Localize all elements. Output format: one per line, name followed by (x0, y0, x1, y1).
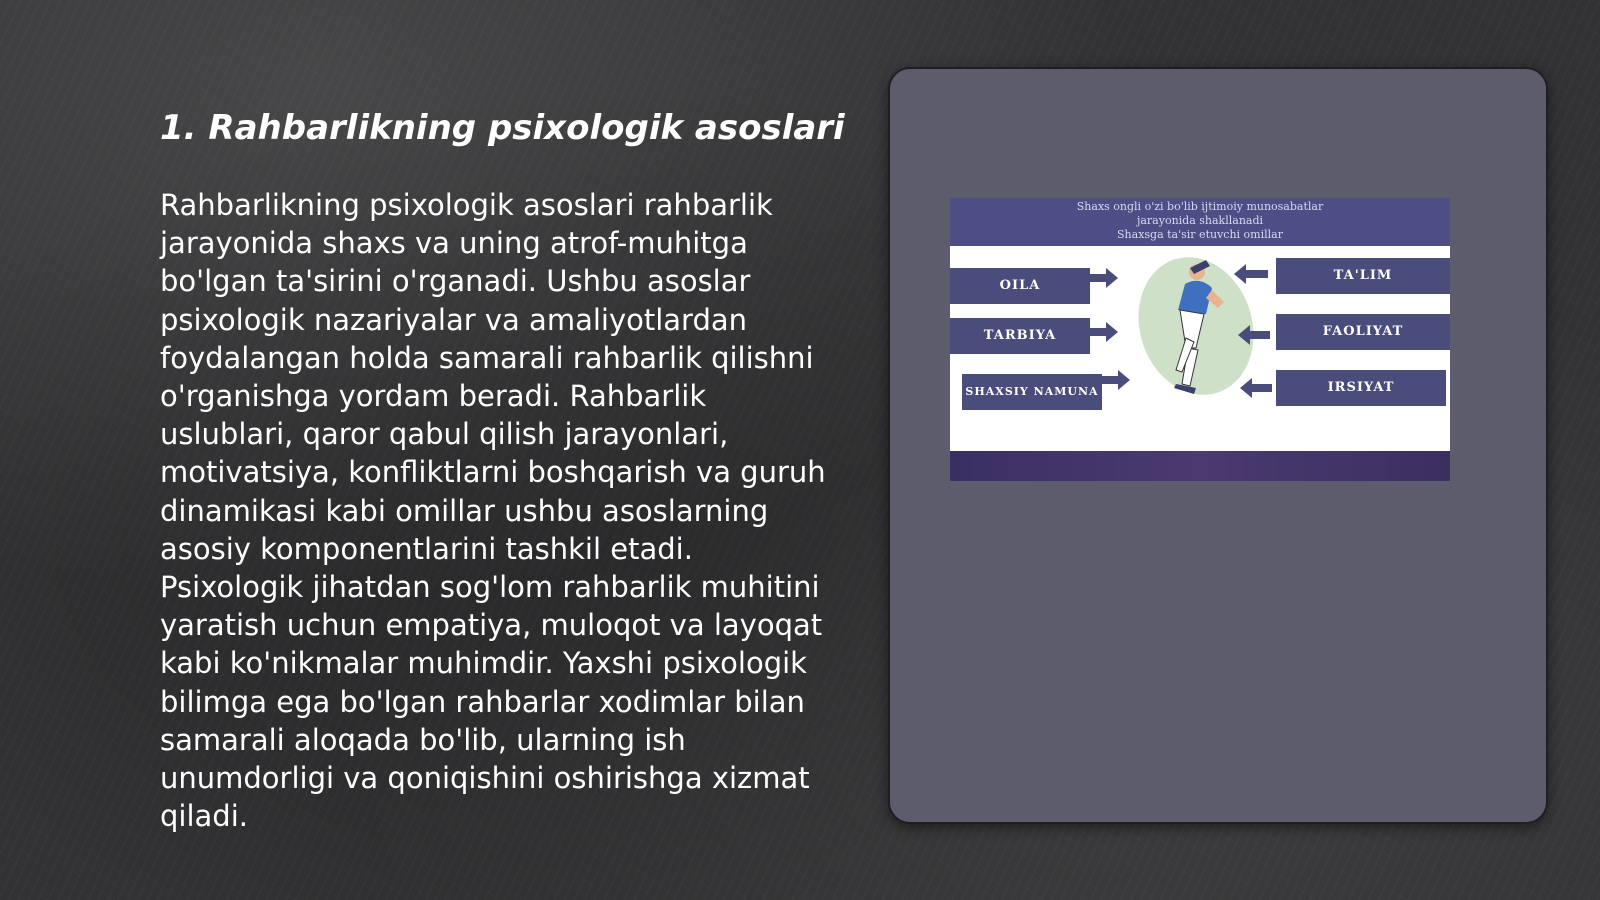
diagram-box-faoliyat: FAOLIYAT (1276, 314, 1450, 350)
slide-title: 1. Rahbarlikning psixologik asoslari (160, 108, 845, 148)
slide-body-text: Rahbarlikning psixologik asoslari rahbarlik jarayonida shaxs va uning atrof-muhitga bo'lgan ta'sirini o'rganadi. Ushbu asoslar psixologik nazariyalar va amaliyotlardan foydalangan holda samarali rahbarlik qilishni o'rganishga yordam beradi. Rahbarlik uslublari, qaror qabul qilish jarayonlari, motivatsiya, konfliktlarni boshqarish va guruh dinamikasi kabi omillar ushbu asoslarning asosiy komponentlarini tashkil etadi. Psixologik jihatdan sog'lom rahbarlik muhitini yaratish uchun empatiya, muloqot va layoqat kabi ko'nikmalar muhimdir. Yaxshi psixologik bilimga ega bo'lgan rahbarlar xodimlar bilan samarali aloqada bo'lib, ularning ish unumdorligi va qoniqishini oshirishga xizmat qiladi. (160, 188, 826, 834)
diagram-box-oila: OILA (950, 268, 1090, 304)
diagram-box-irsiyat: IRSIYAT (1276, 370, 1446, 406)
diagram-box-talim: TA'LIM (1276, 258, 1450, 294)
arrow-right-icon (1090, 322, 1118, 342)
diagram-box-tarbiya: TARBIYA (950, 318, 1090, 354)
arrow-left-icon (1240, 378, 1272, 398)
diagram-header-line: Shaxsga ta'sir etuvchi omillar (1117, 228, 1283, 241)
arrow-right-icon (1090, 268, 1118, 288)
diagram-box-shaxsiy-namuna: SHAXSIY NAMUNA (962, 374, 1102, 410)
diagram-header-line: Shaxs ongli o'zi bo'lib ijtimoiy munosabatlar (1076, 200, 1324, 213)
diagram-header-line: jarayonida shakllanadi (1136, 214, 1264, 227)
arrow-right-icon (1102, 370, 1130, 390)
diagram-footer-band (950, 451, 1450, 481)
factors-diagram-image (950, 198, 1450, 481)
arrow-left-icon (1234, 264, 1268, 284)
